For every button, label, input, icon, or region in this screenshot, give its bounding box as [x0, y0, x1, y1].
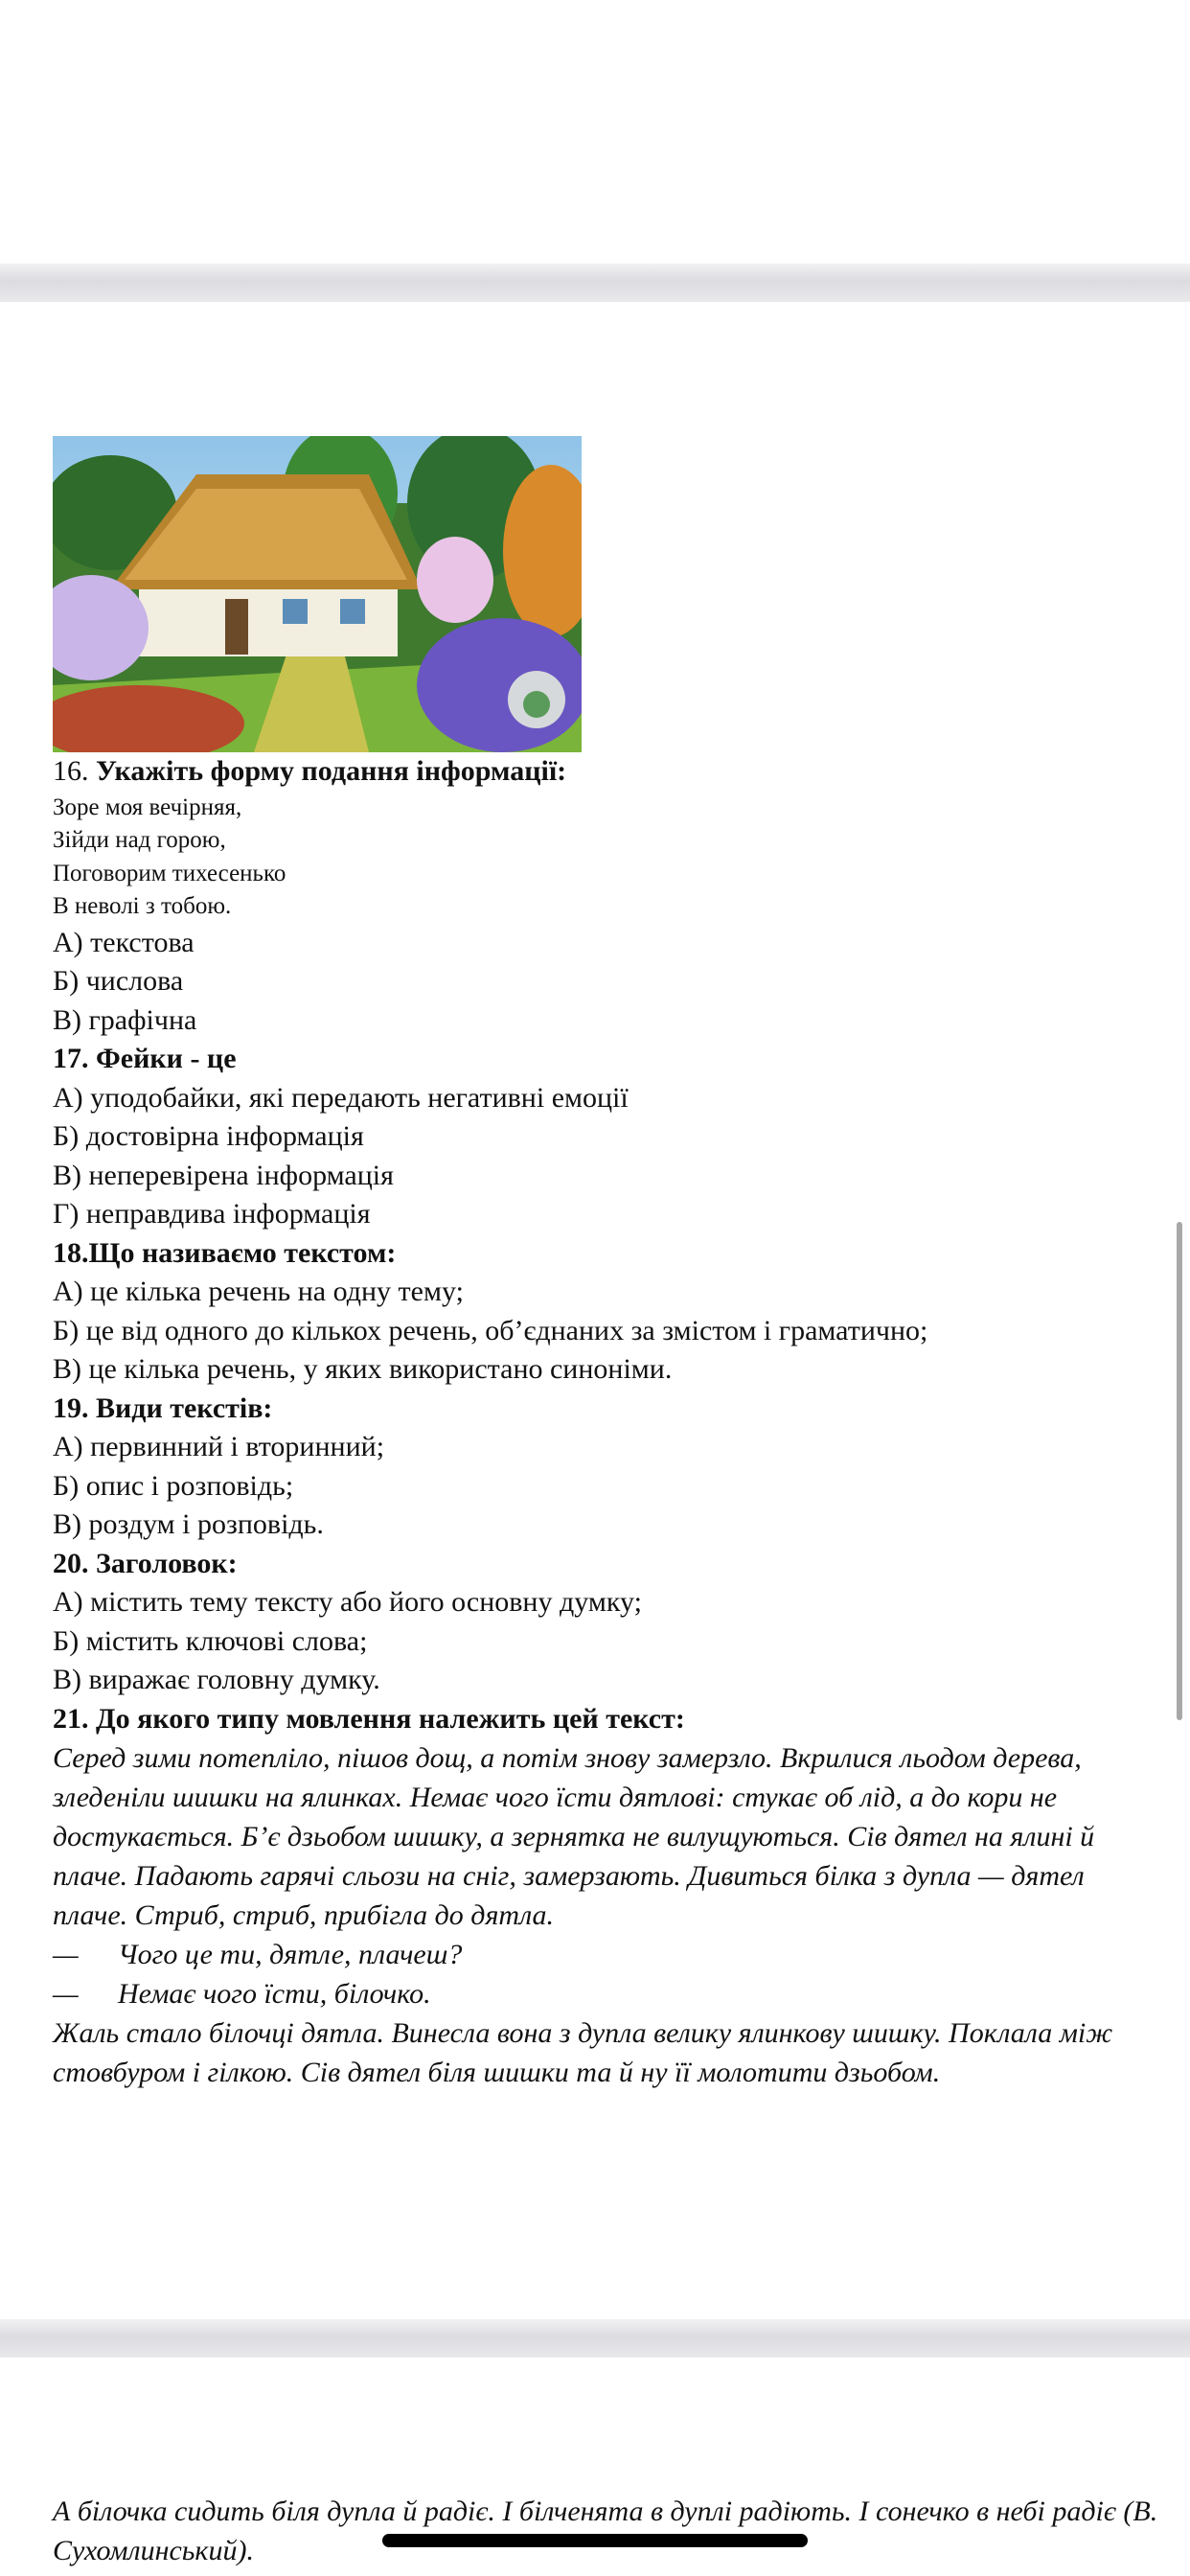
answer-option: В) виражає головну думку.: [53, 1664, 380, 1695]
answer-option: В) неперевірена інформація: [53, 1159, 394, 1191]
answer-option: А) містить тему тексту або його основну думку;: [53, 1586, 642, 1618]
answer-option: А) текстова: [53, 926, 195, 958]
answer-option: Б) містить ключові слова;: [53, 1624, 368, 1657]
question-20: 20. Заголовок:: [53, 1547, 238, 1579]
story-paragraph: А білочка сидить біля дупла й радіє. І білченята в дуплі радіють. І сонечко в небі радіє (В. Сухомлинський).: [53, 2496, 1158, 2566]
question-18: 18.Що називаємо текстом:: [53, 1236, 397, 1269]
answer-option: Б) числова: [53, 965, 184, 997]
page-separator: [0, 2319, 1190, 2358]
story-paragraph: Серед зими потепліло, пішов дощ, а потім знову замерзло. Вкрилися льодом дерева, зледеніли шишки на ялинках. Немає чого їсти дятлові: стукає об лід, а до кори не достукається. Б’є дзьобом шишку, а зернятка не вилущуються. Сів дятел на ялині й плаче. Падають гарячі сльози на сніг, замерзають. Дивиться білка з дупла — дятел плаче. Стриб, стриб, прибігла до дятла.: [53, 1742, 1095, 1931]
poem-line: Поговорим тихесенько: [53, 860, 286, 886]
dialog-line: — Немає чого їсти, білочко.: [53, 1978, 431, 2010]
answer-option: В) графічна: [53, 1003, 197, 1036]
question-title: Укажіть форму подання інформації:: [96, 755, 567, 787]
document-page: [53, 2492, 1164, 2570]
answer-option: В) роздум і розповідь.: [53, 1508, 324, 1540]
scrollbar-thumb[interactable]: [1177, 1222, 1182, 1720]
question-16: 16. Укажіть форму подання інформації:: [53, 755, 567, 787]
answer-option: А) первинний і вторинний;: [53, 1431, 385, 1462]
answer-option: Г) неправдива інформація: [53, 1198, 371, 1230]
page-separator: [0, 264, 1190, 302]
story-paragraph: Жаль стало білочці дятла. Винесла вона з дупла велику ялинкову шишку. Поклала між стовбуром і гілкою. Сів дятел біля шишки та й ну її молотити дзьобом.: [53, 2017, 1113, 2088]
poem-line: В неволі з тобою.: [53, 893, 232, 919]
dialog-line: — Чого це ти, дятле, плачеш?: [53, 1939, 463, 1970]
answer-option: В) це кілька речень, у яких використано синоніми.: [53, 1353, 673, 1385]
poem-line: Зійди над горою,: [53, 827, 226, 853]
home-indicator[interactable]: [382, 2534, 808, 2547]
document-page: [53, 436, 1164, 2092]
answer-option: А) це кілька речень на одну тему;: [53, 1276, 464, 1307]
question-17: 17. Фейки - це: [53, 1043, 237, 1074]
question-21: 21. До якого типу мовлення належить цей текст:: [53, 1702, 685, 1735]
answer-option: Б) достовірна інформація: [53, 1120, 364, 1152]
poem-line: Зоре моя вечірняя,: [53, 794, 242, 820]
answer-option: А) уподобайки, які передають негативні емоції: [53, 1081, 629, 1114]
answer-option: Б) це від одного до кількох речень, об’єднаних за змістом і граматично;: [53, 1314, 928, 1346]
question-19: 19. Види текстів:: [53, 1392, 273, 1424]
painting-image: [53, 436, 582, 752]
answer-option: Б) опис і розповідь;: [53, 1469, 294, 1502]
